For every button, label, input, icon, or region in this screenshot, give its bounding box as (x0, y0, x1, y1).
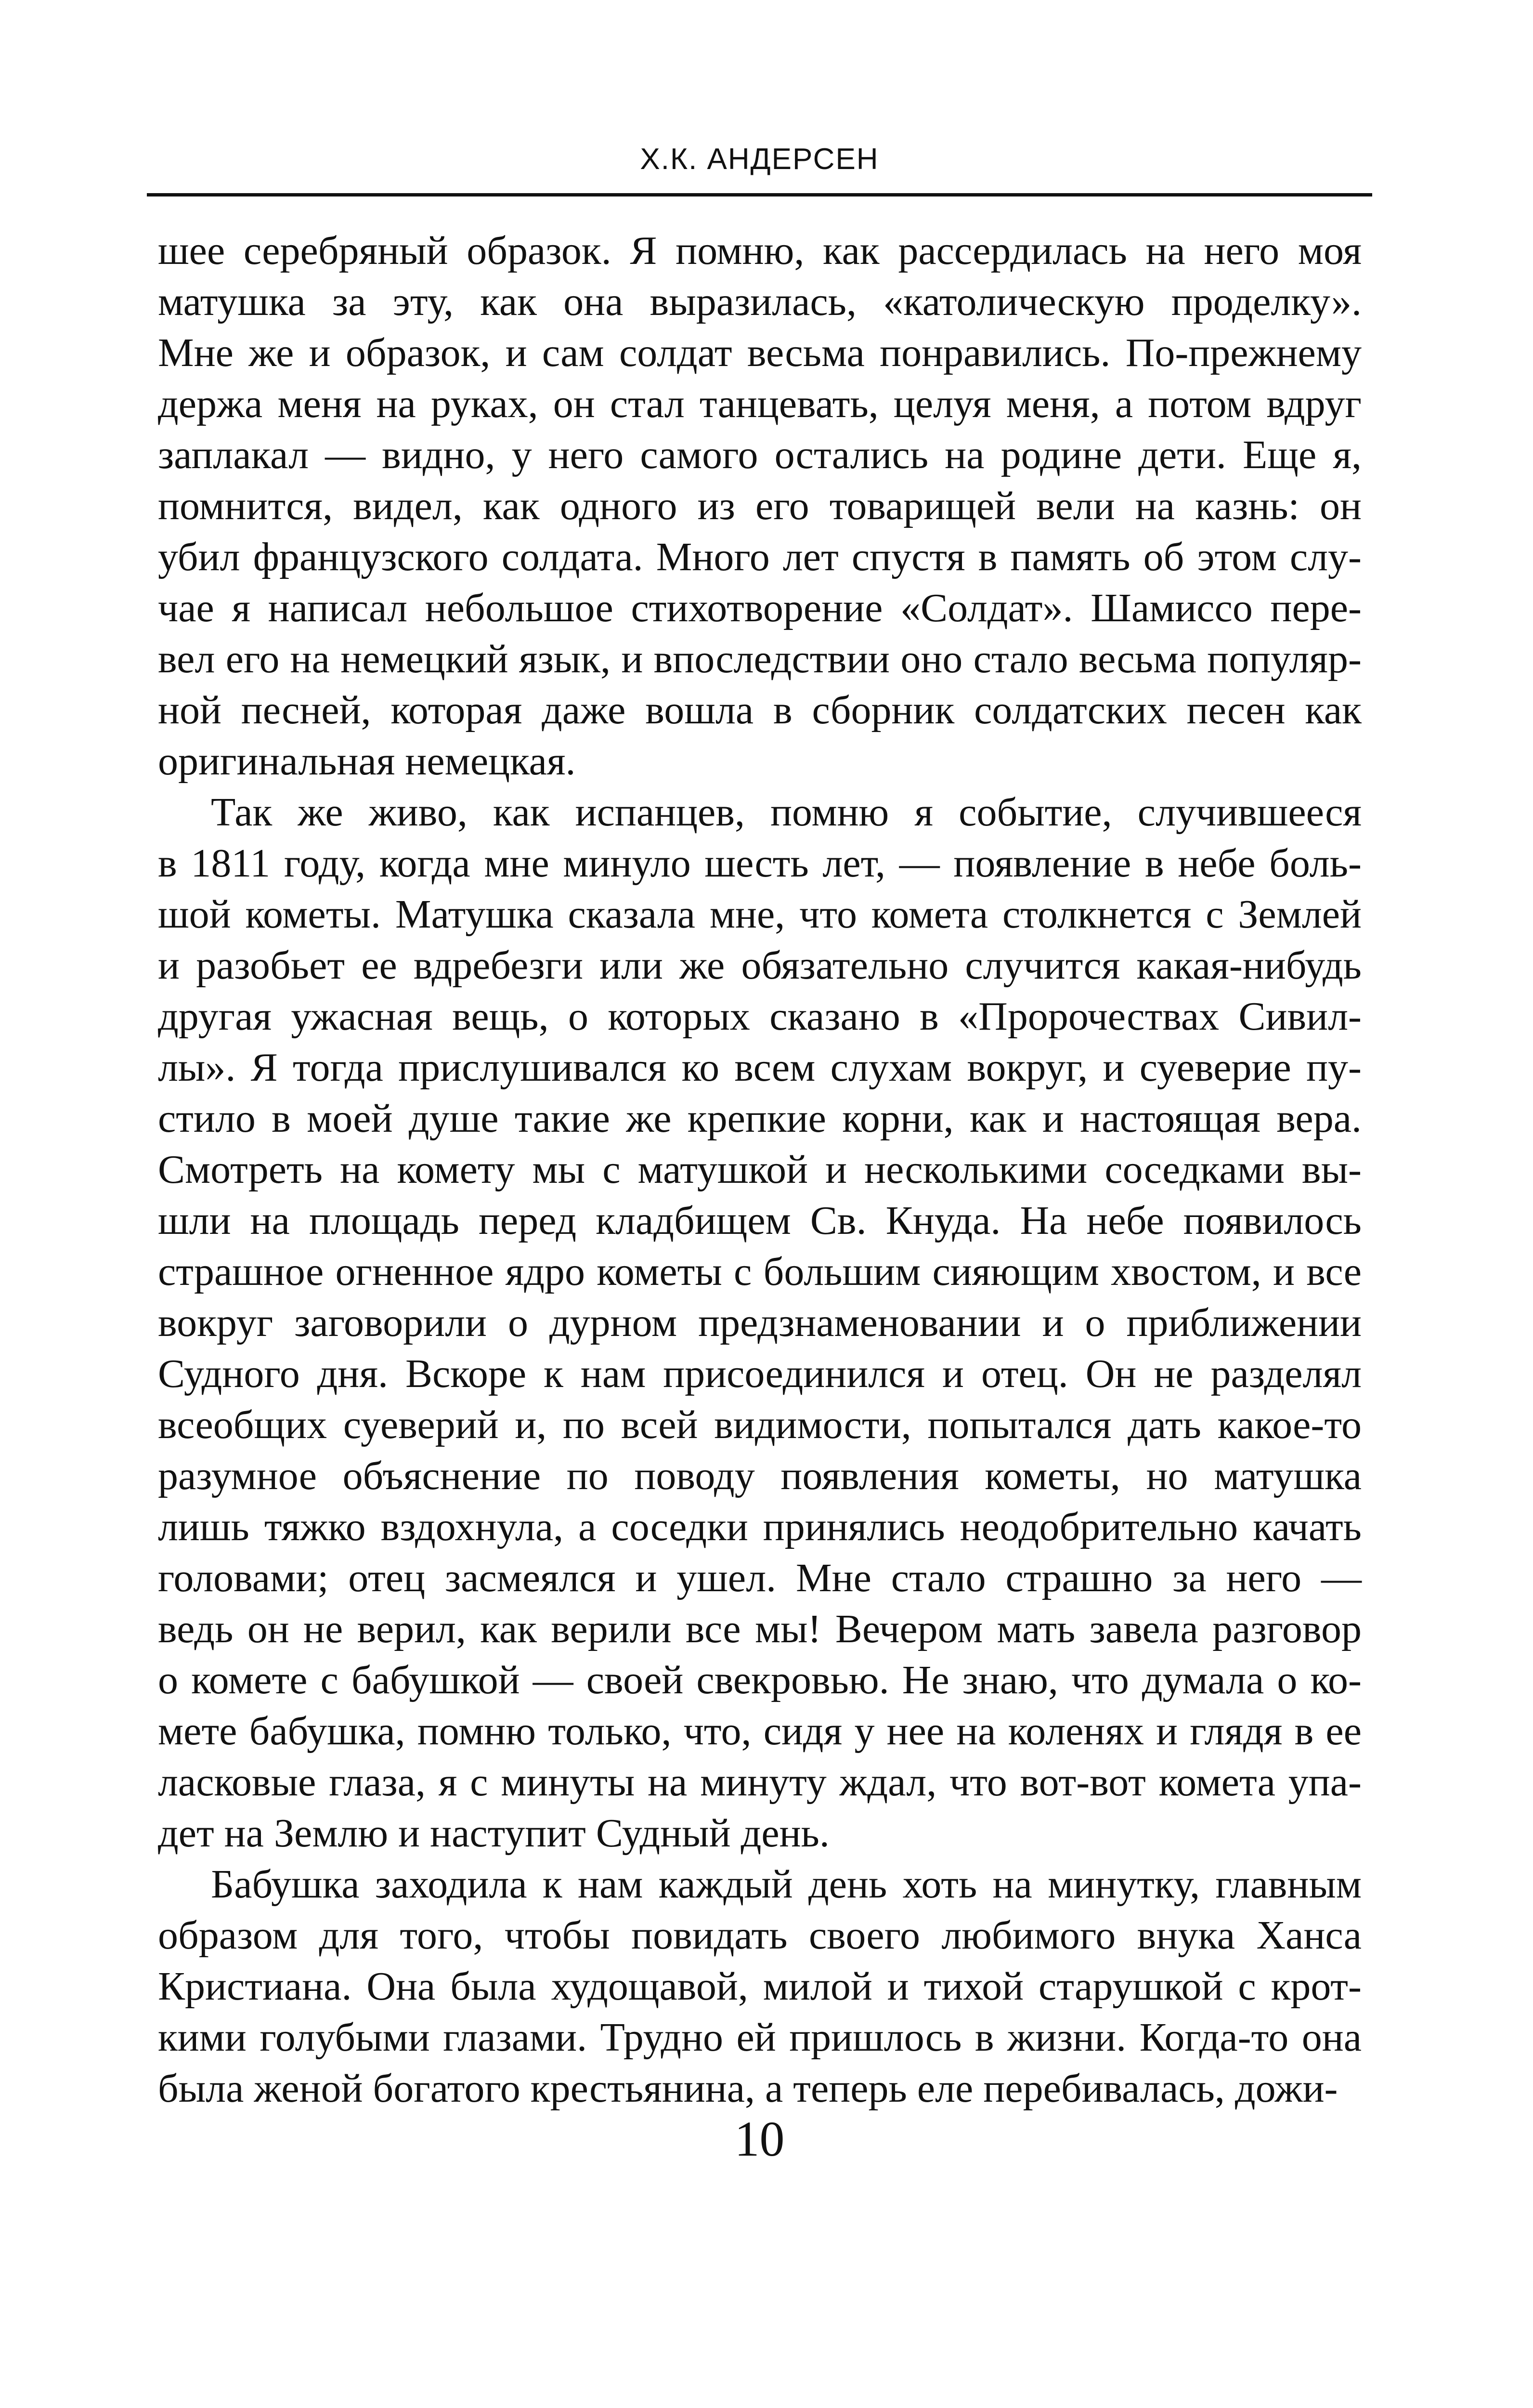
text-line: лы». Я тогда прислушивался ко всем слухам вокруг, и суеверие пу- (158, 1045, 1362, 1090)
text-line: шой кометы. Матушка сказала мне, что комета столкнется с Землей (158, 892, 1362, 937)
text-line: о комете с бабушкой — своей свекровью. Не знаю, что думала о ко- (158, 1658, 1362, 1702)
paragraph (158, 1859, 1362, 2114)
text-line: кими голубыми глазами. Трудно ей пришлось в жизни. Когда-то она (158, 2015, 1362, 2060)
running-head: Х.К. АНДЕРСЕН (640, 143, 879, 176)
text-line: Мне же и образок, и сам солдат весьма понравились. По-прежнему (158, 330, 1362, 375)
text-line: разумное объяснение по поводу появления кометы, но матушка (158, 1453, 1362, 1498)
text-line: и разобьет ее вдребезги или же обязательно случится какая-нибудь (158, 943, 1362, 988)
text-line: ведь он не верил, как верили все мы! Вечером мать завела разговор (158, 1607, 1362, 1651)
text-line: оригинальная немецкая. (158, 739, 576, 784)
text-line: дет на Землю и наступит Судный день. (158, 1811, 830, 1856)
text-line: Смотреть на комету мы с матушкой и несколькими соседками вы- (158, 1147, 1362, 1192)
text-line: в 1811 году, когда мне минуло шесть лет, — появление в небе боль- (158, 841, 1362, 886)
text-line: другая ужасная вещь, о которых сказано в «Пророчествах Сивил- (158, 994, 1362, 1039)
text-line: страшное огненное ядро кометы с большим сияющим хвостом, и все (158, 1249, 1362, 1294)
text-line: помнится, видел, как одного из его товарищей вели на казнь: он (158, 484, 1362, 528)
header-rule (147, 193, 1372, 196)
text-line: головами; отец засмеялся и ушел. Мне стало страшно за него — (158, 1556, 1362, 1600)
body-text (158, 225, 1362, 2114)
text-line: вокруг заговорили о дурном предзнаменовании и о приближении (158, 1300, 1362, 1345)
text-line: ласковые глаза, я с минуты на минуту ждал, что вот-вот комета упа- (158, 1760, 1362, 1805)
text-line: ной песней, которая даже вошла в сборник солдатских песен как (158, 688, 1362, 733)
text-line: образом для того, чтобы повидать своего любимого внука Ханса (158, 1913, 1362, 1958)
text-line: лишь тяжко вздохнула, а соседки принялись неодобрительно качать (158, 1505, 1362, 1549)
text-line: мете бабушка, помню только, что, сидя у нее на коленях и глядя в ее (158, 1709, 1362, 1754)
text-line: заплакал — видно, у него самого остались на родине дети. Еще я, (158, 432, 1362, 477)
text-line: шее серебряный образок. Я помню, как рассердилась на него моя (158, 228, 1362, 273)
text-line: держа меня на руках, он стал танцевать, целуя меня, а потом вдруг (158, 381, 1362, 426)
text-line: шли на площадь перед кладбищем Св. Кнуда. На небе появилось (158, 1198, 1362, 1243)
text-line: всеобщих суеверий и, по всей видимости, попытался дать какое-то (158, 1402, 1362, 1447)
text-line: стило в моей душе такие же крепкие корни, как и настоящая вера. (158, 1096, 1362, 1141)
paragraph (158, 225, 1362, 787)
text-line: Судного дня. Вскоре к нам присоединился и отец. Он не разделял (158, 1351, 1362, 1396)
text-line: чае я написал небольшое стихотворение «Солдат». Шамиссо пере- (158, 586, 1362, 630)
text-line: вел его на немецкий язык, и впоследствии оно стало весьма популяр- (158, 637, 1362, 681)
text-line: была женой богатого крестьянина, а теперь еле перебивалась, дожи- (158, 2066, 1338, 2111)
text-line: матушка за эту, как она выразилась, «католическую проделку». (158, 279, 1362, 324)
text-line: убил французского солдата. Много лет спустя в память об этом слу- (158, 535, 1362, 579)
text-line: Бабушка заходила к нам каждый день хоть на минутку, главным (211, 1862, 1362, 1907)
text-line: Кристиана. Она была худощавой, милой и тихой старушкой с крот- (158, 1964, 1362, 2009)
text-line: Так же живо, как испанцев, помню я событие, случившееся (211, 790, 1362, 835)
page-number: 10 (734, 2111, 785, 2167)
paragraph (158, 787, 1362, 1859)
